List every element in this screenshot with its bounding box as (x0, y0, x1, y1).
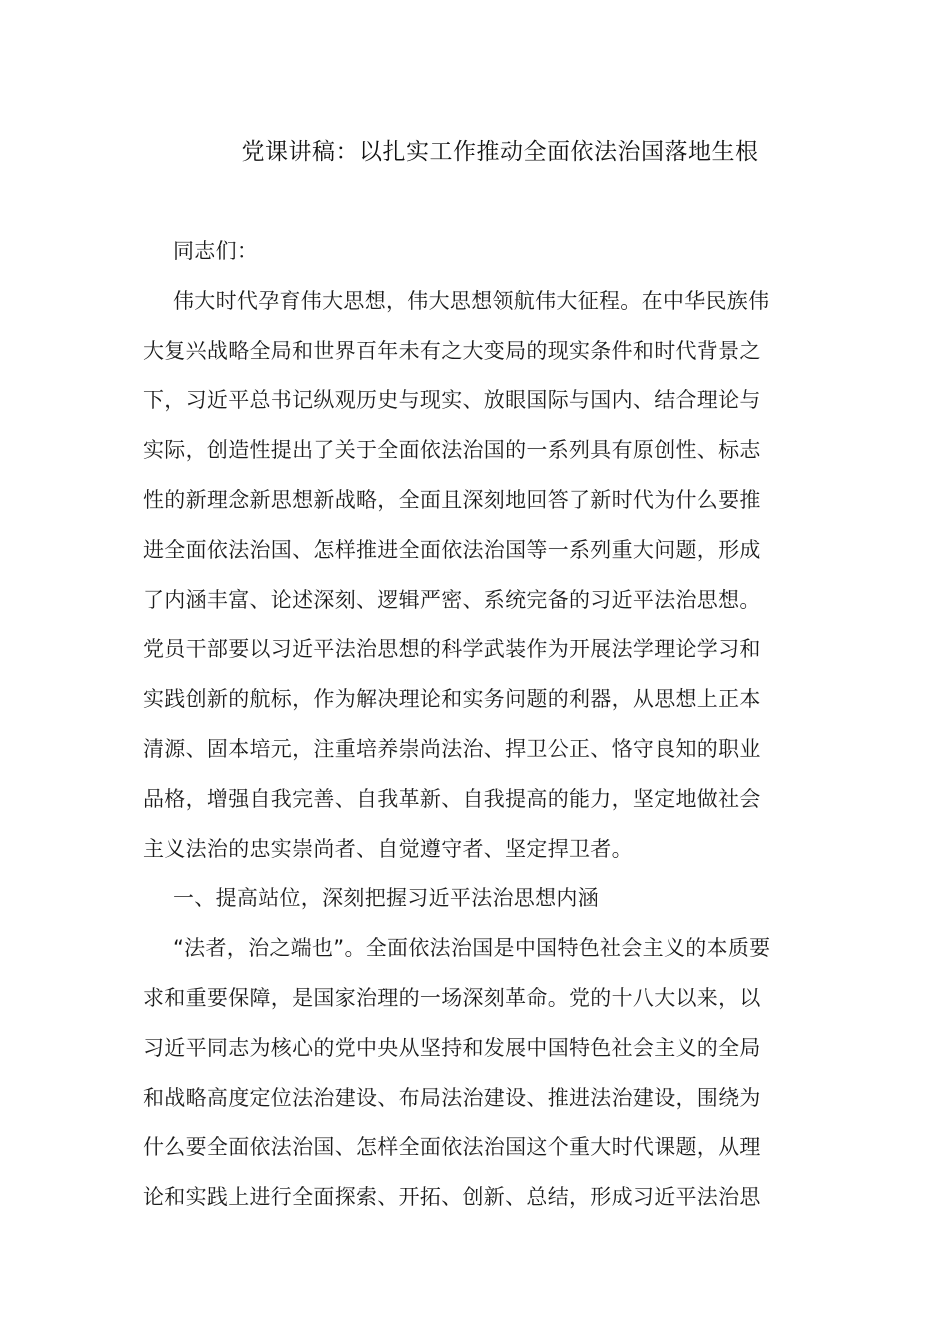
body-text-line: “法者，治之端也”。全面依法治国是中国特色社会主义的本质要 (173, 936, 771, 961)
body-text-line: 实际，创造性提出了关于全面依法治国的一系列具有原创性、标志 (143, 438, 761, 463)
body-text-line: 实践创新的航标，作为解决理论和实务问题的利器，从思想上正本 (143, 687, 761, 712)
body-text-line: 清源、固本培元，注重培养崇尚法治、捍卫公正、恪守良知的职业 (143, 736, 761, 761)
body-text-line: 主义法治的忠实崇尚者、自觉遵守者、坚定捍卫者。 (143, 836, 633, 861)
body-text-line: 品格，增强自我完善、自我革新、自我提高的能力，坚定地做社会 (143, 786, 761, 811)
body-text-line: 求和重要保障，是国家治理的一场深刻革命。党的十八大以来，以 (143, 985, 761, 1010)
body-text-line: 习近平同志为核心的党中央从坚持和发展中国特色社会主义的全局 (143, 1035, 761, 1060)
body-text-line: 下，习近平总书记纵观历史与现实、放眼国际与国内、结合理论与 (143, 388, 761, 413)
document-body (143, 227, 807, 1223)
body-text-line: 党员干部要以习近平法治思想的科学武装作为开展法学理论学习和 (143, 637, 761, 662)
body-text-line: 一、提高站位，深刻把握习近平法治思想内涵 (173, 886, 599, 911)
body-text-line: 大复兴战略全局和世界百年未有之大变局的现实条件和时代背景之 (143, 338, 761, 363)
body-text-line: 什么要全面依法治国、怎样全面依法治国这个重大时代课题，从理 (143, 1135, 761, 1160)
body-text-line: 性的新理念新思想新战略，全面且深刻地回答了新时代为什么要推 (143, 487, 761, 512)
document-title: 党课讲稿：以扎实工作推动全面依法治国落地生根 (241, 139, 759, 165)
body-text-line: 论和实践上进行全面探索、开拓、创新、总结，形成习近平法治思 (143, 1185, 761, 1210)
body-text-line: 了内涵丰富、论述深刻、逻辑严密、系统完备的习近平法治思想。 (143, 587, 761, 612)
body-text-line: 和战略高度定位法治建设、布局法治建设、推进法治建设，围绕为 (143, 1085, 761, 1110)
body-text-line: 进全面依法治国、怎样推进全面依法治国等一系列重大问题，形成 (143, 537, 761, 562)
body-text-line: 同志们： (173, 239, 259, 263)
body-text-line: 伟大时代孕育伟大思想，伟大思想领航伟大征程。在中华民族伟 (173, 288, 770, 313)
